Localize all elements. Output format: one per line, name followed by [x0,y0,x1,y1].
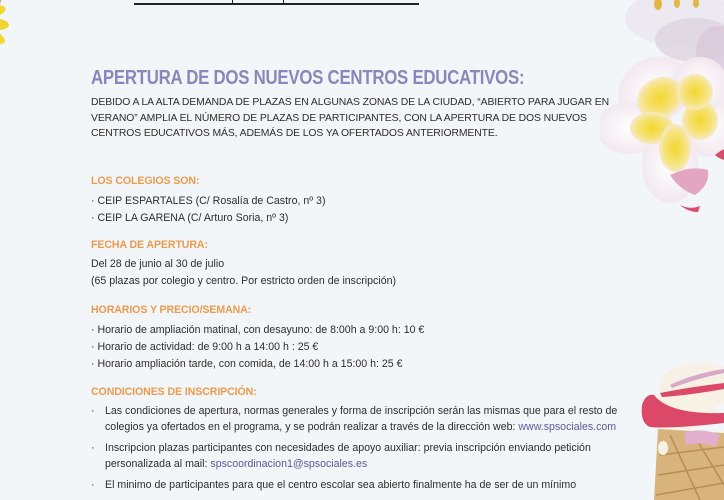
section-heading: CONDICIONES DE INSCRIPCIÓN: [91,386,257,398]
website-link[interactable]: www.spsociales.com [518,420,617,433]
section-heading: FECHA DE APERTURA: [91,239,208,251]
ice-cream-cone-icon [640,355,724,500]
list-item: · CEIP LA GARENA (C/ Arturo Soria, nº 3) [91,212,289,224]
page-title: APERTURA DE DOS NUEVOS CENTROS EDUCATIVOS: [91,66,525,89]
list-item [91,478,623,494]
date-range: Del 28 de junio al 30 de julio [91,258,225,270]
list-item: · Horario ampliación tarde, con comida, de 14:00 h a 15:00 h: 25 € [91,358,403,370]
section-heading: HORARIOS Y PRECIO/SEMANA: [91,304,252,316]
list-item [91,441,623,472]
fecha-list [91,256,396,290]
list-item: · Horario de ampliación matinal, con desayuno: de 8:00h a 9:00 h: 10 € [91,324,425,336]
colegios-list [91,193,325,227]
section-horarios [91,303,424,373]
list-item: · Horario de actividad: de 9:00 h a 14:00 h : 25 € [91,341,319,353]
section-condiciones [91,385,621,500]
intro-paragraph: DEBIDO A LA ALTA DEMANDA DE PLAZAS EN ALGUNAS ZONAS DE LA CIUDAD, “ABIERTO PARA JUGAR EN VERANO” AMPLIA EL NÚMERO DE PLAZAS DE PARTICIPANTES, CON LA APERTURA DE DOS NUEVOS CENTROS EDUCATIVOS MÁS, ADEMÁS DE LOS YA OFERTADOS ANTERIORMENTE. [91,97,610,139]
rule-tick [232,0,233,4]
sunflower-icon [0,0,33,85]
bullet-icon: · [91,405,95,417]
bullet-icon: · [91,442,95,455]
section-heading: LOS COLEGIOS SON: [91,175,200,187]
section-colegios [91,174,325,227]
condition-text: Las condiciones de apertura, normas generales y forma de inscripción serán las mismas que para el resto de colegios ya ofertados en el programa, y se podrán realizar a través de la dirección web: [105,405,618,433]
condiciones-list [91,404,621,494]
section-fecha [91,238,396,290]
top-divider-rule [134,3,419,5]
bullet-icon: · [91,479,95,492]
email-link[interactable]: spscoordinacion1@spsociales.es [210,457,368,470]
list-item [91,404,623,435]
condition-text: Inscripcion plazas participantes con necesidades de apoyo auxiliar: previa inscripción enviando petición personalizada al mail: [105,442,591,470]
rule-tick [283,0,284,4]
capacity-note: (65 plazas por colegio y centro. Por estricto orden de inscripción) [91,275,397,287]
condition-text: El minimo de participantes para que el centro escolar sea abierto finalmente ha de ser de un mínimo [105,479,577,492]
horarios-list [91,322,424,373]
list-item: · CEIP ESPARTALES (C/ Rosalía de Castro, nº 3) [91,195,326,207]
document-content [91,66,621,492]
